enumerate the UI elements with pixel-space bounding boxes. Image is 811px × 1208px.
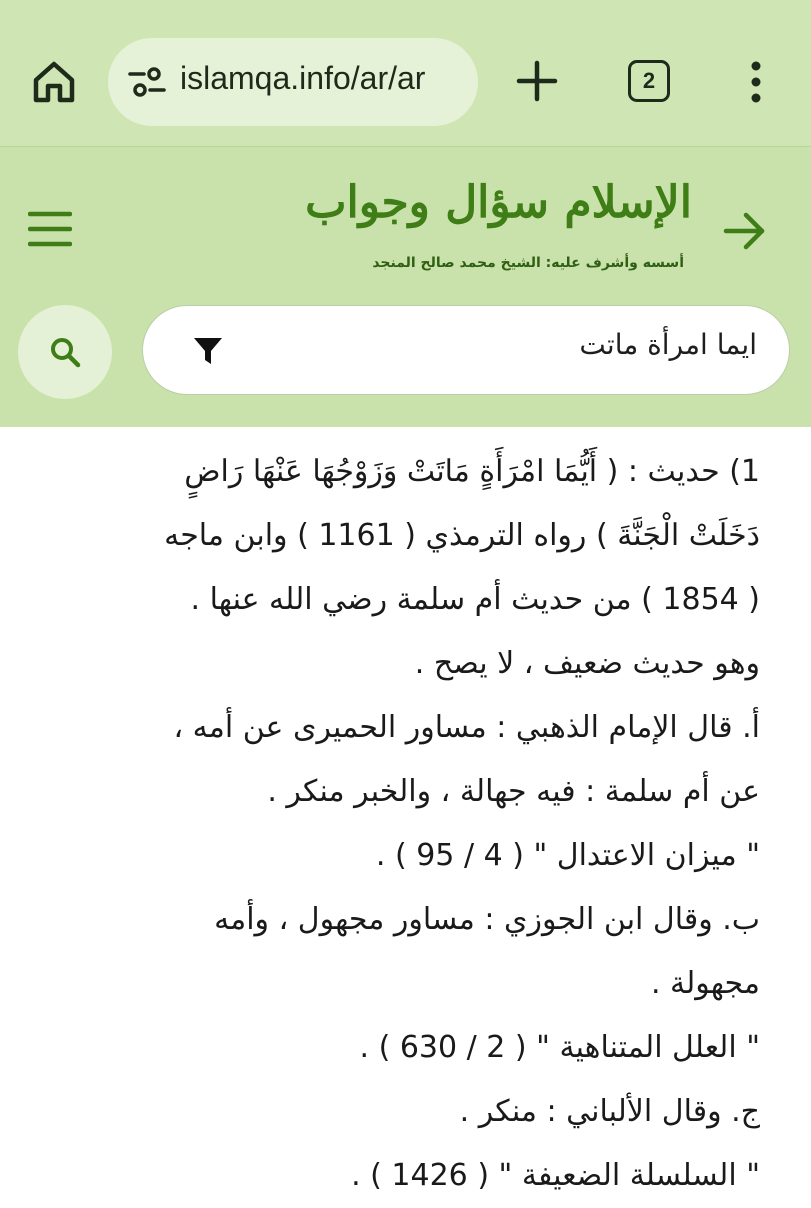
address-bar[interactable] [108, 38, 478, 126]
site-logo-title[interactable]: الإسلام سؤال وجواب [305, 177, 692, 228]
search-query-text[interactable]: ايما امرأة ماتت [579, 328, 757, 361]
article-line: أ. قال الإمام الذهبي : مساور الحميرى عن أمه ، [173, 710, 760, 745]
article-line: ب. وقال ابن الجوزي : مساور مجهول ، وأمه [214, 902, 760, 937]
site-header [0, 146, 811, 427]
article-line: مجهولة . [650, 966, 760, 1001]
article-line: وهو حديث ضعيف ، لا يصح . [414, 646, 760, 681]
arrow-right-icon [722, 209, 768, 253]
article-line: " ميزان الاعتدال " ( 4 / 95 ) . [375, 838, 760, 873]
site-logo-subtitle: أسسه وأشرف عليه: الشيخ محمد صالح المنجد [372, 255, 684, 271]
filter-icon[interactable] [193, 337, 223, 365]
more-vertical-icon [744, 60, 768, 104]
hadith-quote: دَخَلَتْ الْجَنَّةَ [617, 518, 760, 553]
browser-toolbar [0, 0, 811, 146]
tab-switcher-button[interactable]: 2 [628, 60, 670, 102]
article-text: 1) حديث : ( [597, 454, 760, 489]
plus-icon [514, 58, 560, 104]
search-icon [49, 336, 81, 368]
article-line [24, 440, 760, 504]
article-line: " السلسلة الضعيفة " ( 1426 ) . [351, 1158, 760, 1193]
article-line: ( 1854 ) من حديث أم سلمة رضي الله عنها . [190, 582, 760, 617]
menu-icon [28, 209, 72, 249]
search-button[interactable] [18, 305, 112, 399]
article-line [24, 504, 760, 568]
search-input[interactable] [142, 305, 790, 395]
browser-menu-button[interactable] [744, 60, 768, 104]
home-icon [30, 58, 78, 106]
article-line: " العلل المتناهية " ( 2 / 630 ) . [359, 1030, 760, 1065]
article-body [24, 440, 760, 1208]
home-button[interactable] [30, 58, 78, 106]
url-text[interactable]: islamqa.info/ar/ar [180, 60, 426, 96]
hadith-quote: أَيُّمَا امْرَأَةٍ مَاتَتْ وَزَوْجُهَا عَنْهَا رَاضٍ [184, 454, 598, 489]
article-text: ) رواه الترمذي ( 1161 ) وابن ماجه [164, 518, 618, 553]
article-line: عن أم سلمة : فيه جهالة ، والخبر منكر . [267, 774, 760, 809]
tune-icon[interactable] [128, 66, 168, 98]
article-line: ج. وقال الألباني : منكر . [459, 1094, 760, 1129]
back-button[interactable] [722, 209, 768, 253]
new-tab-button[interactable] [514, 58, 560, 104]
site-menu-button[interactable] [28, 209, 72, 249]
